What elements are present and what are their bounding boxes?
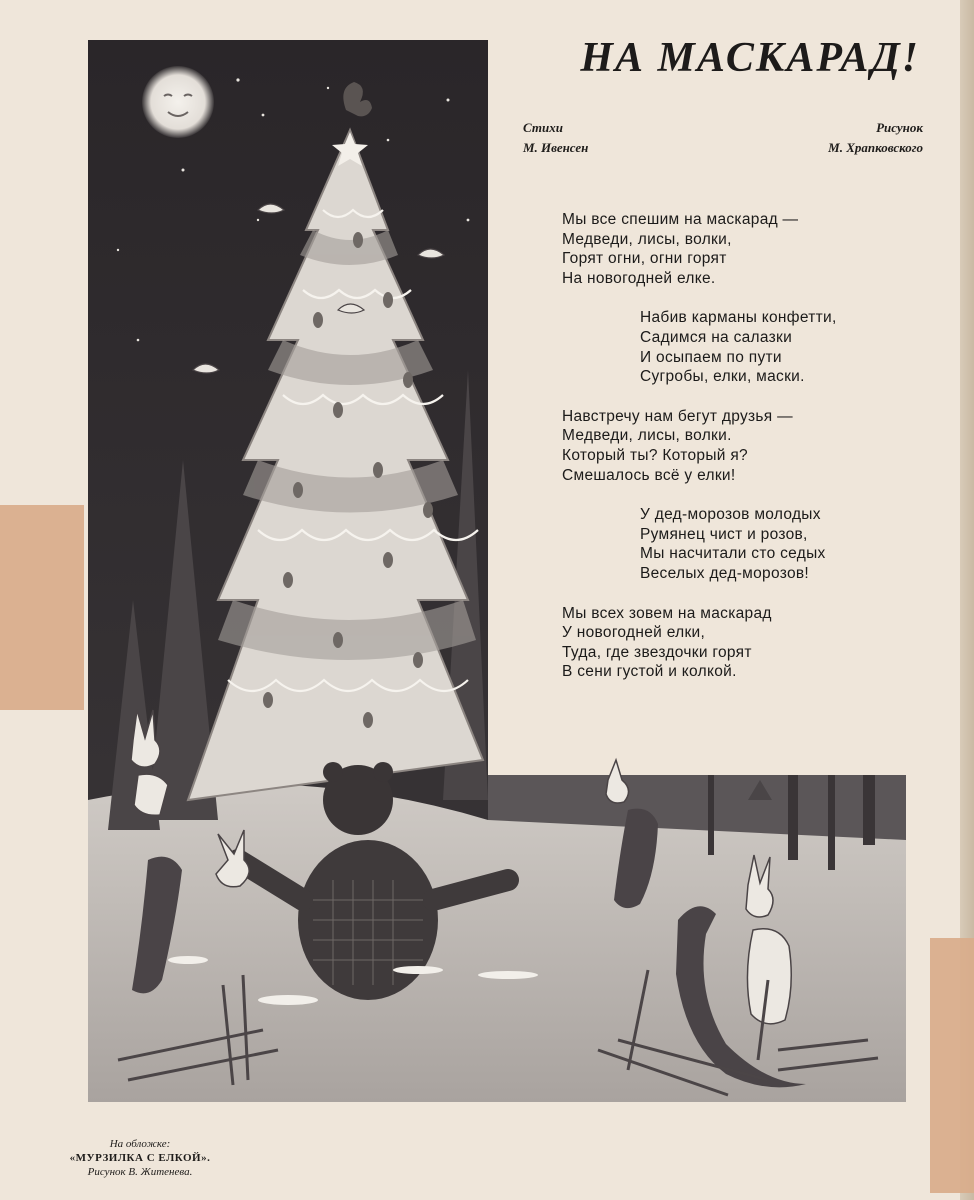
- poem-line: В сени густой и колкой.: [562, 663, 737, 681]
- poem-line: Горят огни, огни горят: [562, 250, 727, 268]
- poem-line: Румянец чист и розов,: [640, 525, 808, 543]
- art-credit-role: Рисунок: [876, 120, 923, 135]
- poem-line: На новогодней елке.: [562, 269, 716, 287]
- poem: [562, 210, 922, 702]
- cover-note-label: На обложке:: [109, 1138, 171, 1150]
- tape-strip-left: [0, 505, 84, 710]
- poem-credit-role: Стихи: [523, 120, 563, 135]
- poem-line: Веселых дед-морозов!: [640, 564, 810, 582]
- poem-stanza: [562, 308, 922, 386]
- poem-line: У дед-морозов молодых: [640, 506, 821, 524]
- poem-line: Сугробы, елки, маски.: [640, 368, 805, 386]
- poem-line: Смешалось всё у елки!: [562, 466, 736, 484]
- moon-icon: [142, 66, 214, 138]
- poem-credit-author: М. Ивенсен: [523, 140, 589, 155]
- poem-line: У новогодней елки,: [562, 624, 706, 642]
- cover-note-artist: Рисунок В. Житенева.: [87, 1166, 193, 1178]
- poem-stanza: [562, 505, 922, 583]
- poem-line: Медведи, лисы, волки,: [562, 230, 732, 248]
- poem-stanza: [562, 210, 922, 288]
- art-credit-author: М. Храпковского: [828, 140, 923, 155]
- cover-note: [40, 1137, 240, 1179]
- poem-line: Мы все спешим на маскарад —: [562, 211, 799, 228]
- poem-line: Мы всех зовем на маскарад: [562, 604, 772, 622]
- poem-line: Садимся на салазки: [640, 328, 793, 346]
- poem-stanza: [562, 407, 922, 485]
- poem-line: Мы насчитали сто седых: [640, 545, 826, 563]
- poem-line: И осыпаем по пути: [640, 348, 782, 366]
- page-title: НА МАСКАРАД!: [580, 35, 920, 81]
- poem-line: Который ты? Который я?: [562, 446, 748, 464]
- poem-line: Медведи, лисы, волки.: [562, 427, 732, 445]
- poem-line: Туда, где звездочки горят: [562, 643, 752, 661]
- poem-line: Навстречу нам бегут друзья —: [562, 407, 793, 425]
- poem-line: Набив карманы конфетти,: [640, 309, 837, 327]
- art-credit: [760, 118, 923, 158]
- cover-note-title: «МУРЗИЛКА С ЕЛКОЙ».: [69, 1152, 211, 1164]
- poem-credit: [523, 118, 588, 158]
- tape-strip-right: [930, 938, 974, 1193]
- poem-stanza: [562, 604, 922, 682]
